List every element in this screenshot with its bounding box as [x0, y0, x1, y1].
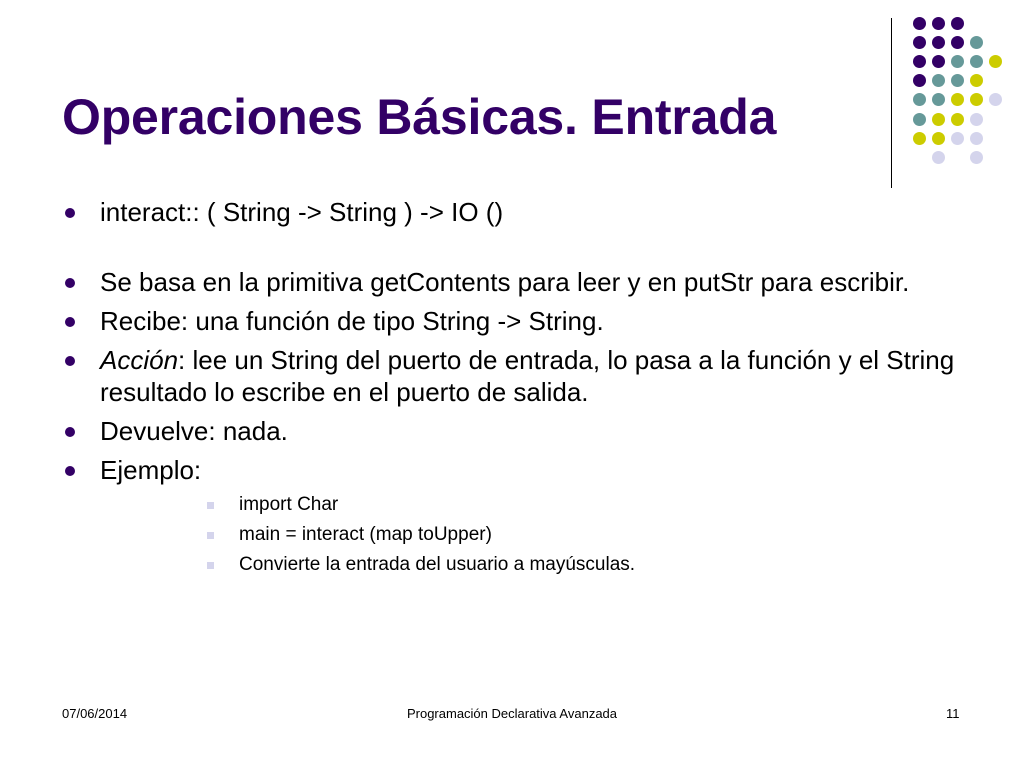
square-bullet-icon [207, 532, 214, 539]
sub-bullet-list [202, 490, 982, 580]
bullet-text: Recibe: una función de tipo String -> String. [100, 306, 604, 336]
decorative-dot [951, 93, 964, 106]
footer-course-title: Programación Declarativa Avanzada [406, 706, 618, 721]
decorative-dot [989, 55, 1002, 68]
decorative-dot [970, 132, 983, 145]
square-bullet-icon [207, 502, 214, 509]
slide-title: Operaciones Básicas. Entrada [62, 89, 777, 145]
decorative-dot [932, 151, 945, 164]
sub-bullet-text: import Char [239, 494, 339, 515]
decorative-dot [951, 113, 964, 126]
sub-bullet-item [202, 550, 982, 580]
decorative-dot [913, 74, 926, 87]
footer-page-number: 11 [946, 706, 960, 721]
bullet-marker-icon [65, 278, 75, 288]
bullet-text: Ejemplo: [100, 455, 202, 485]
decorative-dot [970, 55, 983, 68]
decorative-dot [932, 74, 945, 87]
sub-bullet-text: Convierte la entrada del usuario a mayúsculas. [239, 554, 636, 575]
square-bullet-icon [207, 562, 214, 569]
decorative-dot [913, 36, 926, 49]
decorative-dot [932, 132, 945, 145]
bullet-marker-icon [65, 208, 75, 218]
decorative-dot [951, 17, 964, 30]
bullet-text: interact:: ( String -> String ) -> IO () [100, 197, 504, 227]
sub-bullet-item [202, 520, 982, 550]
decorative-dot [932, 17, 945, 30]
decorative-dot [951, 55, 964, 68]
decorative-dot [970, 151, 983, 164]
bullet-item [62, 454, 982, 580]
bullet-item [62, 305, 982, 337]
decorative-dot [970, 36, 983, 49]
sub-bullet-text: main = interact (map toUpper) [239, 524, 492, 545]
decorative-dot [970, 74, 983, 87]
bullet-marker-icon [65, 466, 75, 476]
decorative-dot [989, 93, 1002, 106]
decorative-dot [932, 55, 945, 68]
decorative-dot [913, 113, 926, 126]
decorative-dot [951, 74, 964, 87]
bullet-text: Devuelve: nada. [100, 416, 288, 446]
decorative-dot [913, 93, 926, 106]
bullet-text: Se basa en la primitiva getContents para leer y en putStr para escribir. [100, 267, 910, 297]
decorative-dot [932, 93, 945, 106]
decorative-dot [932, 36, 945, 49]
decorative-dot [932, 113, 945, 126]
bullet-item [62, 344, 982, 408]
decorative-dot [970, 113, 983, 126]
bullet-item [62, 266, 982, 298]
bullet-marker-icon [65, 427, 75, 437]
bullet-marker-icon [65, 317, 75, 327]
bullet-marker-icon [65, 356, 75, 366]
bullet-item [62, 196, 982, 228]
decorative-dot [913, 55, 926, 68]
footer-date: 07/06/2014 [62, 706, 128, 721]
decorative-dot-grid [0, 0, 1024, 200]
decorative-dot [951, 132, 964, 145]
bullet-list [62, 196, 982, 587]
bullet-emphasis-text: Acción [100, 345, 179, 375]
bullet-text: : lee un String del puerto de entrada, lo pasa a la función y el String resultado lo escribe en el puerto de salida. [100, 345, 955, 407]
decorative-dot [913, 132, 926, 145]
decorative-dot [951, 36, 964, 49]
bullet-item [62, 415, 982, 447]
decorative-dot [913, 17, 926, 30]
sub-bullet-item [202, 490, 982, 520]
decorative-dot [970, 93, 983, 106]
